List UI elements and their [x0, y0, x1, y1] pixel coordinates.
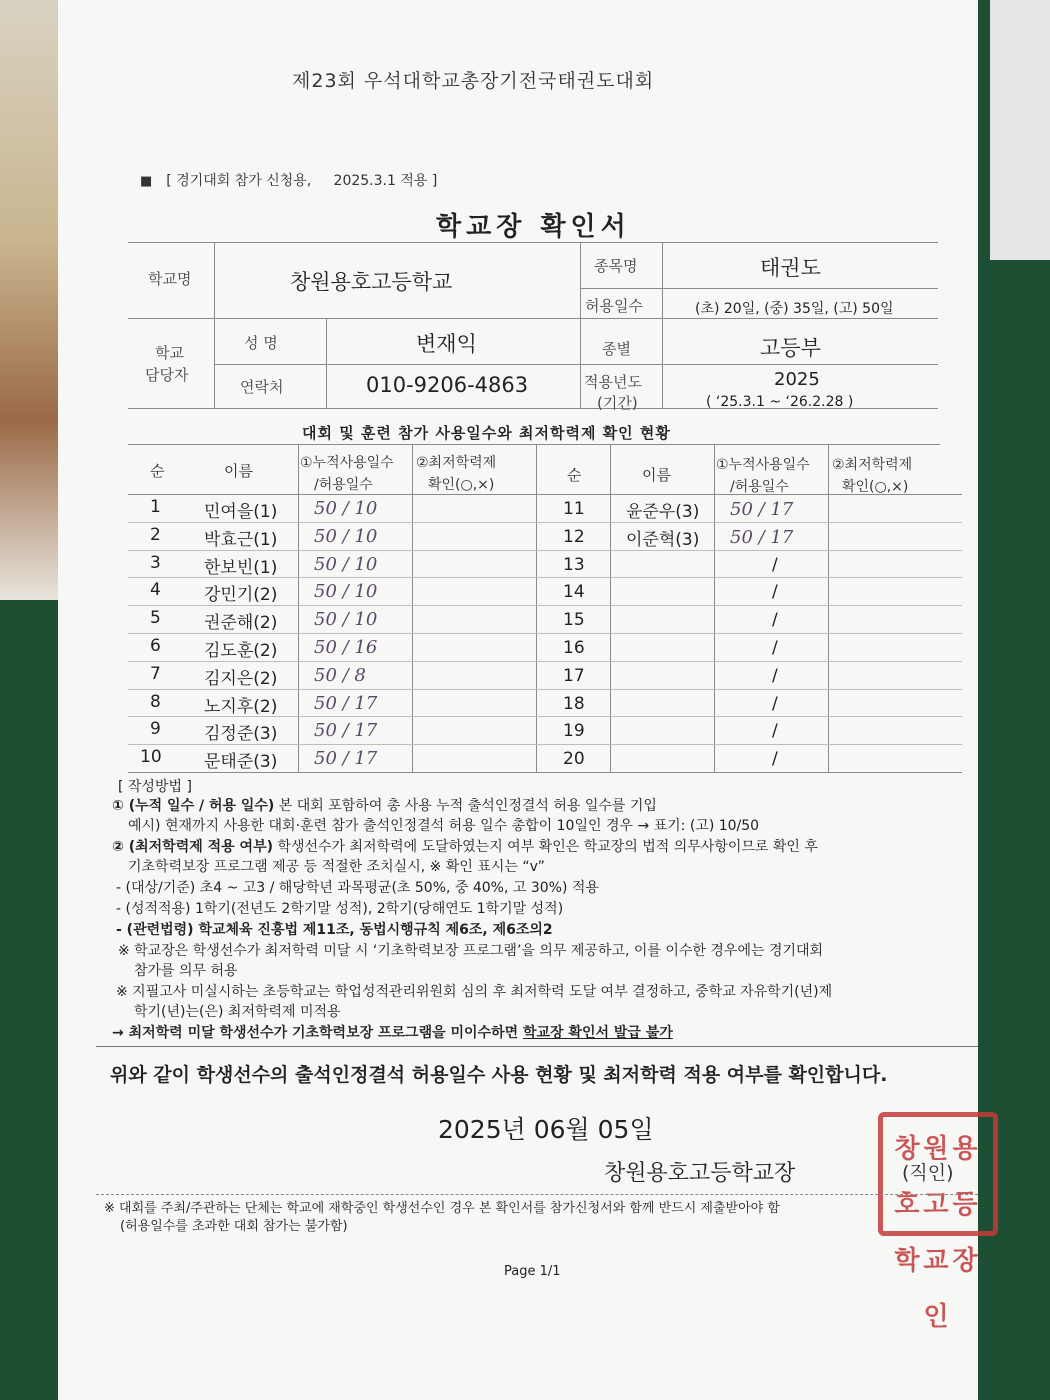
header-days-right-1: ①누적사용일수 [716, 457, 810, 473]
bullet-mark: ■ [140, 174, 153, 189]
days-used-allowed: 50 / 10 [314, 581, 378, 603]
student-name: 권준해(2) [204, 613, 278, 634]
note-1 [112, 795, 657, 815]
table-row-line [128, 716, 962, 717]
days-used-allowed: 50 / 10 [314, 553, 378, 575]
days-used-allowed: / [772, 749, 778, 770]
header-days-left-1: ①누적사용일수 [300, 455, 394, 471]
student-name: 강민기(2) [204, 585, 278, 606]
table-row-line [128, 689, 962, 690]
table-row-line [128, 744, 962, 745]
school-name-value: 창원용호고등학교 [290, 270, 453, 294]
table-line [714, 444, 715, 772]
row-number: 10 [140, 747, 162, 768]
table-row-line [128, 577, 962, 578]
school-name-label: 학교명 [148, 270, 192, 288]
grid-line [580, 242, 581, 408]
footer-note [104, 1200, 780, 1236]
row-number: 20 [563, 749, 585, 770]
days-used-allowed: 50 / 16 [314, 637, 378, 658]
table-row-line [128, 633, 962, 634]
background-right-paper [990, 0, 1050, 260]
row-number: 14 [563, 582, 585, 603]
note-7-line2: 학기(년)는(은) 최저학력제 미적용 [134, 1004, 341, 1020]
allowed-days-value: (초) 20일, (중) 35일, (고) 50일 [695, 301, 894, 317]
header-days-right-2: /허용일수 [730, 479, 789, 495]
row-number: 17 [563, 665, 585, 686]
note-2-text: 학생선수가 최저학력에 도달하였는지 여부 확인은 학교장의 법적 의무사항이므로 확인 후 [273, 839, 818, 855]
year-value: 2025 [774, 369, 820, 390]
division-value: 고등부 [760, 336, 821, 360]
row-number: 11 [563, 499, 585, 519]
header-name-right: 이름 [642, 466, 671, 484]
table-line [128, 494, 962, 495]
header-check-right-1: ②최저학력제 [832, 457, 913, 473]
contact-name-value: 변재익 [416, 332, 477, 356]
row-number: 7 [150, 663, 161, 684]
issue-date: 2025년 06월 05일 [438, 1115, 654, 1144]
note-6: ※ 학교장은 학생선수가 최저학력 미달 시 ‘기초학력보장 프로그램’을 의무 제공하고, 이를 이수한 경우에는 경기대회 [118, 943, 824, 959]
header-check-right-2: 확인(○,×) [842, 479, 909, 495]
table-row-line [128, 522, 962, 523]
days-used-allowed: 50 / 17 [314, 692, 378, 714]
note-3: - (대상/기준) 초4 ~ 고3 / 해당학년 과목평균(초 50%, 중 40%, 고 30%) 적용 [116, 880, 599, 896]
row-number: 1 [150, 497, 161, 517]
sport-label: 종목명 [594, 257, 638, 275]
grid-line [326, 318, 327, 408]
student-name: 문태준(3) [204, 752, 278, 773]
grid-line [580, 288, 938, 289]
confirmation-statement: 위와 같이 학생선수의 출석인정결석 허용일수 사용 현황 및 최저학력 적용 여부를 확인합니다. [110, 1064, 888, 1086]
student-name: 박효근(1) [204, 529, 278, 550]
student-name: 노지후(2) [204, 696, 278, 717]
sport-value: 태권도 [760, 256, 821, 280]
note-8-emphasis: 학교장 확인서 발급 불가 [523, 1025, 673, 1041]
days-used-allowed: / [772, 610, 778, 631]
days-used-allowed: 50 / 17 [314, 748, 378, 770]
division-label: 종별 [602, 340, 631, 358]
days-used-allowed: 50 / 8 [314, 664, 366, 686]
row-number: 2 [150, 524, 161, 545]
official-seal [878, 1112, 998, 1332]
note-8 [112, 1022, 673, 1042]
note-2-key: ② (최저학력제 적용 여부) [112, 839, 273, 855]
header-name-left: 이름 [224, 462, 253, 480]
seal-text: 창원용호고등학교장인 [894, 1134, 982, 1332]
grid-line [214, 242, 215, 408]
student-name: 이준혁(3) [626, 529, 700, 550]
note-1-key: ① (누적 일수 / 허용 일수) [112, 798, 275, 814]
year-label-line2: (기간) [597, 394, 638, 412]
student-name: 한보빈(1) [204, 557, 278, 578]
contact-name-label: 성 명 [244, 334, 278, 352]
year-label-line1: 적용년도 [584, 373, 642, 391]
days-used-allowed: 50 / 10 [314, 609, 378, 631]
table-line [536, 444, 537, 772]
student-name: 윤준우(3) [626, 502, 700, 522]
table-row-line [128, 550, 962, 551]
table-title: 대회 및 훈련 참가 사용일수와 최저학력제 확인 현황 [302, 424, 671, 442]
footer-line-1: ※ 대회를 주최/주관하는 단체는 학교에 재학중인 학생선수인 경우 본 확인서를 참가신청서와 함께 반드시 제출받아야 함 [104, 1201, 780, 1216]
note-8-text: → 최저학력 미달 학생선수가 기초학력보장 프로그램을 미이수하면 [112, 1025, 519, 1041]
days-used-allowed: 50 / 10 [314, 498, 378, 519]
allowed-days-label: 허용일수 [585, 297, 643, 315]
row-number: 13 [563, 554, 585, 575]
form-date-text: 2025.3.1 적용 ] [333, 173, 438, 189]
row-number: 9 [150, 719, 161, 740]
days-used-allowed: 50 / 17 [730, 526, 794, 548]
grid-line [214, 364, 938, 365]
phone-value: 010-9206-4863 [366, 373, 529, 397]
form-usage-line [140, 170, 437, 190]
days-used-allowed: 50 / 17 [730, 499, 794, 520]
student-name: 김지은(2) [204, 668, 278, 689]
row-number: 5 [150, 608, 161, 629]
note-5: - (관련법령) 학교체육 진흥법 제11조, 동법시행규칙 제6조, 제6조의2 [116, 922, 553, 938]
row-number: 19 [563, 721, 585, 742]
note-7: ※ 지필고사 미실시하는 초등학교는 학업성적관리위원회 심의 후 최저학력 도달 여부 결정하고, 중학교 자유학기(년)제 [116, 984, 833, 1000]
days-used-allowed: / [772, 582, 778, 603]
note-1-text: 본 대회 포함하여 총 사용 누적 출석인정결석 허용 일수를 기입 [274, 798, 657, 814]
header-days-left-2: /허용일수 [314, 477, 373, 493]
header-no-right: 순 [567, 466, 582, 484]
days-used-allowed: / [772, 693, 778, 714]
days-used-allowed: / [772, 638, 778, 658]
form-use-text: [ 경기대회 참가 신청용, [166, 173, 312, 189]
header-check-left-1: ②최저학력제 [416, 455, 497, 471]
page-number: Page 1/1 [504, 1264, 561, 1279]
table-line [610, 444, 611, 772]
table-row-line [128, 605, 962, 606]
note-4: - (성적적용) 1학기(전년도 2학기말 성적), 2학기(당해연도 1학기말 성적) [116, 901, 564, 917]
days-used-allowed: 50 / 10 [314, 525, 378, 547]
grid-line [128, 318, 938, 319]
row-number: 8 [150, 691, 161, 712]
event-title: 제23회 우석대학교총장기전국태권도대회 [292, 70, 655, 92]
row-number: 6 [150, 636, 161, 656]
student-name: 민여을(1) [204, 502, 278, 522]
phone-label: 연락처 [240, 378, 284, 396]
table-row-line [128, 661, 962, 662]
contact-label-line2: 담당자 [145, 366, 189, 384]
period-value: ( ‘25.3.1 ~ ‘26.2.28 ) [706, 394, 854, 410]
table-line [412, 444, 413, 772]
separator [96, 1194, 978, 1196]
days-used-allowed: / [772, 721, 778, 742]
row-number: 18 [563, 693, 585, 714]
header-no-left: 순 [150, 462, 165, 480]
row-number: 15 [563, 610, 585, 631]
table-line [298, 444, 299, 772]
days-used-allowed: / [772, 665, 778, 686]
row-number: 12 [563, 526, 585, 547]
note-1-example: 예시) 현재까지 사용한 대회·훈련 참가 출석인정결석 허용 일수 총합이 10일인 경우 → 표기: (고) 10/50 [128, 818, 760, 834]
row-number: 4 [150, 580, 161, 601]
student-name: 김도훈(2) [204, 641, 278, 661]
table-line [828, 444, 829, 772]
contact-label-line1: 학교 [155, 344, 184, 362]
note-2-line2: 기초학력보장 프로그램 제공 등 적절한 조치실시, ※ 확인 표시는 “v” [128, 859, 545, 875]
principal-signature: 창원용호고등학교장 [604, 1161, 796, 1186]
table-line [128, 444, 940, 445]
document-title: 학교장 확인서 [436, 212, 631, 242]
note-2 [112, 836, 818, 856]
row-number: 3 [150, 552, 161, 573]
grid-line [128, 242, 938, 243]
student-name: 김정준(3) [204, 724, 278, 745]
days-used-allowed: / [772, 554, 778, 575]
row-number: 16 [563, 638, 585, 658]
header-check-left-2: 확인(○,×) [428, 477, 495, 493]
separator [96, 1046, 978, 1047]
footer-line-2: (허용일수를 초과한 대회 참가는 불가함) [120, 1219, 348, 1234]
seal-label: (직인) [902, 1162, 954, 1184]
notes-heading: [ 작성방법 ] [118, 779, 192, 795]
note-6-line2: 참가를 의무 허용 [134, 963, 238, 979]
days-used-allowed: 50 / 17 [314, 720, 378, 742]
grid-line [662, 242, 663, 408]
